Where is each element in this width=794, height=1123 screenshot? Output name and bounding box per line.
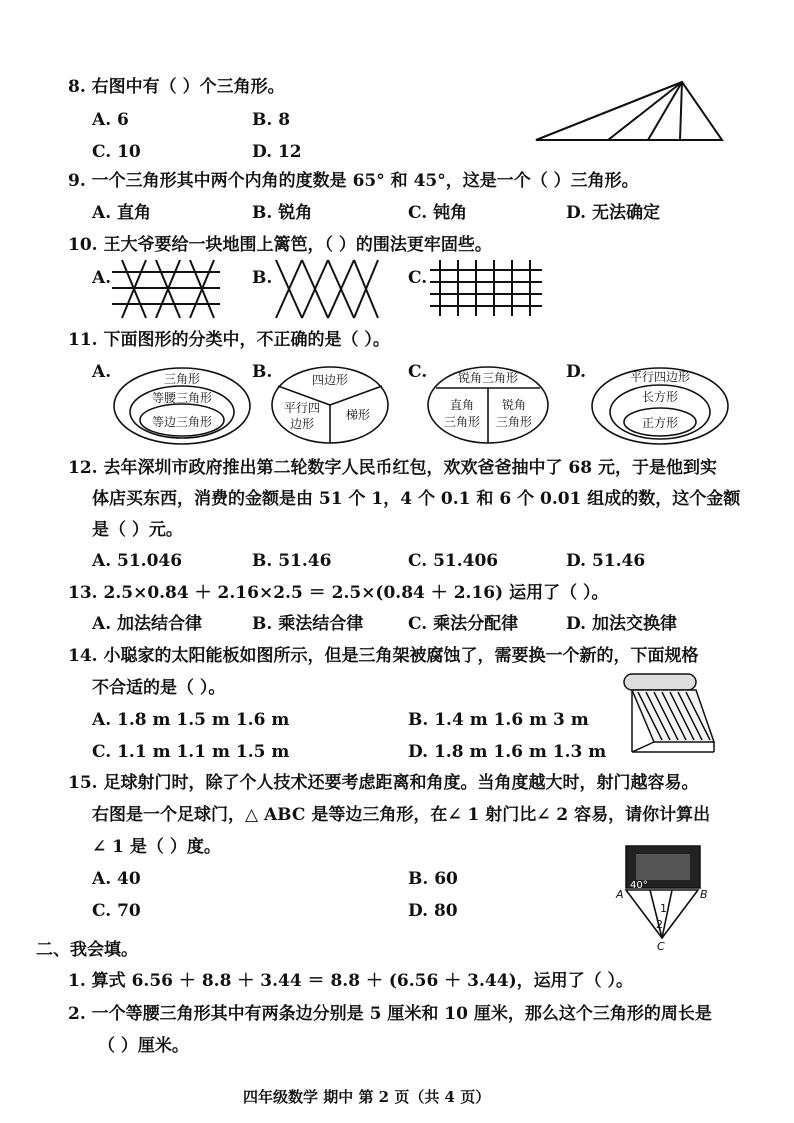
- goal-label-a: A: [616, 888, 624, 901]
- q9-option-d: D. 无法确定: [566, 203, 660, 223]
- q8-option-d: D. 12: [252, 142, 302, 162]
- soccer-goal-figure: [612, 842, 722, 952]
- q11-diagram-a: [112, 364, 252, 446]
- q12-line-2: 体店买东西，消费的金额是由 51 个 1，4 个 0.1 和 6 个 0.01 组成的数，这个金额: [92, 489, 741, 509]
- q11-diagram-c: [424, 364, 552, 446]
- q8-option-c: C. 10: [92, 142, 141, 162]
- q12-option-a: A. 51.046: [92, 551, 183, 571]
- q13-option-d: D. 加法交换律: [566, 614, 677, 634]
- goal-label-1: 1: [660, 902, 667, 915]
- q15-option-d: D. 80: [408, 901, 458, 921]
- q11-b-label-2: 平行四: [283, 401, 321, 415]
- q10-option-b: B.: [252, 268, 273, 288]
- q10-option-c: C.: [408, 268, 428, 288]
- q8-triangle-figure: [530, 78, 730, 146]
- q9-option-c: C. 钝角: [408, 203, 468, 223]
- q9-stem: 9. 一个三角形其中两个内角的度数是 65° 和 45°，这是一个（ ）三角形。: [68, 171, 639, 191]
- q15-option-a: A. 40: [92, 869, 141, 889]
- q11-stem: 11. 下面图形的分类中，不正确的是（ ）。: [68, 330, 390, 350]
- q15-line-1: 15. 足球射门时，除了个人技术还要考虑距离和角度。当角度越大时，射门越容易。: [68, 773, 699, 793]
- q11-a-label-1: 三角形: [163, 372, 201, 386]
- q13-option-a: A. 加法结合律: [92, 614, 203, 634]
- q15-line-3: ∠ 1 是（ ）度。: [92, 837, 221, 857]
- q11-option-a: A.: [92, 362, 112, 382]
- q11-b-label-4: 梯形: [345, 408, 371, 422]
- q8-stem: 8. 右图中有（ ）个三角形。: [68, 77, 285, 97]
- q14-line-2: 不合适的是（ ）。: [92, 678, 226, 698]
- q10-fence-a: [112, 258, 224, 320]
- section2-title: 二、我会填。: [36, 940, 138, 960]
- q13-stem: 13. 2.5×0.84 ＋ 2.16×2.5 ＝ 2.5×(0.84 ＋ 2.16) 运用了（ ）。: [68, 583, 609, 603]
- q10-option-a: A.: [92, 268, 112, 288]
- q12-option-b: B. 51.46: [252, 551, 332, 571]
- q11-b-label-3: 边形: [289, 417, 315, 431]
- goal-label-angle: 40°: [630, 880, 648, 891]
- q15-line-2: 右图是一个足球门，△ ABC 是等边三角形，在∠ 1 射门比∠ 2 容易，请你计算出: [92, 805, 711, 825]
- solar-panel-image: [618, 668, 718, 758]
- q8-option-a: A. 6: [92, 110, 129, 130]
- goal-label-c: C: [657, 940, 665, 953]
- q14-option-d: D. 1.8 m 1.6 m 1.3 m: [408, 742, 607, 762]
- q11-d-label-3: 正方形: [641, 416, 679, 430]
- q11-option-c: C.: [408, 362, 428, 382]
- q13-option-b: B. 乘法结合律: [252, 614, 364, 634]
- q14-option-b: B. 1.4 m 1.6 m 3 m: [408, 710, 589, 730]
- page-footer: 四年级数学 期中 第 2 页（共 4 页）: [243, 1088, 491, 1106]
- q11-a-label-2: 等腰三角形: [151, 391, 213, 405]
- q11-d-label-1: 平行四边形: [629, 370, 691, 384]
- q10-fence-c: [430, 260, 544, 318]
- q11-diagram-d: [590, 364, 730, 446]
- goal-label-b: B: [700, 888, 708, 901]
- q12-line-3: 是（ ）元。: [92, 520, 183, 540]
- q11-c-label-5: 三角形: [495, 415, 533, 429]
- q8-option-b: B. 8: [252, 110, 291, 130]
- q11-diagram-b: [268, 364, 392, 446]
- q12-line-1: 12. 去年深圳市政府推出第二轮数字人民币红包，欢欢爸爸抽中了 68 元，于是他到实: [68, 458, 717, 478]
- fill-q2-line-2: （ ）厘米。: [98, 1036, 189, 1056]
- q12-option-d: D. 51.46: [566, 551, 646, 571]
- goal-label-2: 2: [656, 918, 663, 931]
- q11-b-label-1: 四边形: [311, 373, 349, 387]
- q10-stem: 10. 王大爷要给一块地围上篱笆，（ ）的围法更牢固些。: [68, 235, 492, 255]
- q15-option-b: B. 60: [408, 869, 458, 889]
- q11-c-label-1: 锐角三角形: [457, 371, 519, 385]
- q11-a-label-3: 等边三角形: [151, 415, 213, 429]
- q13-option-c: C. 乘法分配律: [408, 614, 519, 634]
- q15-option-c: C. 70: [92, 901, 141, 921]
- fill-q2-line-1: 2. 一个等腰三角形其中有两条边分别是 5 厘米和 10 厘米，那么这个三角形的周长是: [68, 1004, 712, 1024]
- q11-option-d: D.: [566, 362, 587, 382]
- fill-q1: 1. 算式 6.56 ＋ 8.8 ＋ 3.44 ＝ 8.8 ＋ (6.56 ＋ 3.44)，运用了（ ）。: [68, 971, 634, 991]
- q11-d-label-2: 长方形: [641, 390, 679, 404]
- q11-option-b: B.: [252, 362, 273, 382]
- q9-option-b: B. 锐角: [252, 203, 313, 223]
- q14-line-1: 14. 小聪家的太阳能板如图所示，但是三角架被腐蚀了，需要换一个新的，下面规格: [68, 646, 699, 666]
- q10-fence-b: [272, 258, 384, 320]
- q9-option-a: A. 直角: [92, 203, 152, 223]
- q12-option-c: C. 51.406: [408, 551, 499, 571]
- q11-c-label-3: 三角形: [443, 415, 481, 429]
- q14-option-c: C. 1.1 m 1.1 m 1.5 m: [92, 742, 290, 762]
- q11-c-label-2: 直角: [449, 398, 475, 412]
- q14-option-a: A. 1.8 m 1.5 m 1.6 m: [92, 710, 290, 730]
- q11-c-label-4: 锐角: [501, 398, 527, 412]
